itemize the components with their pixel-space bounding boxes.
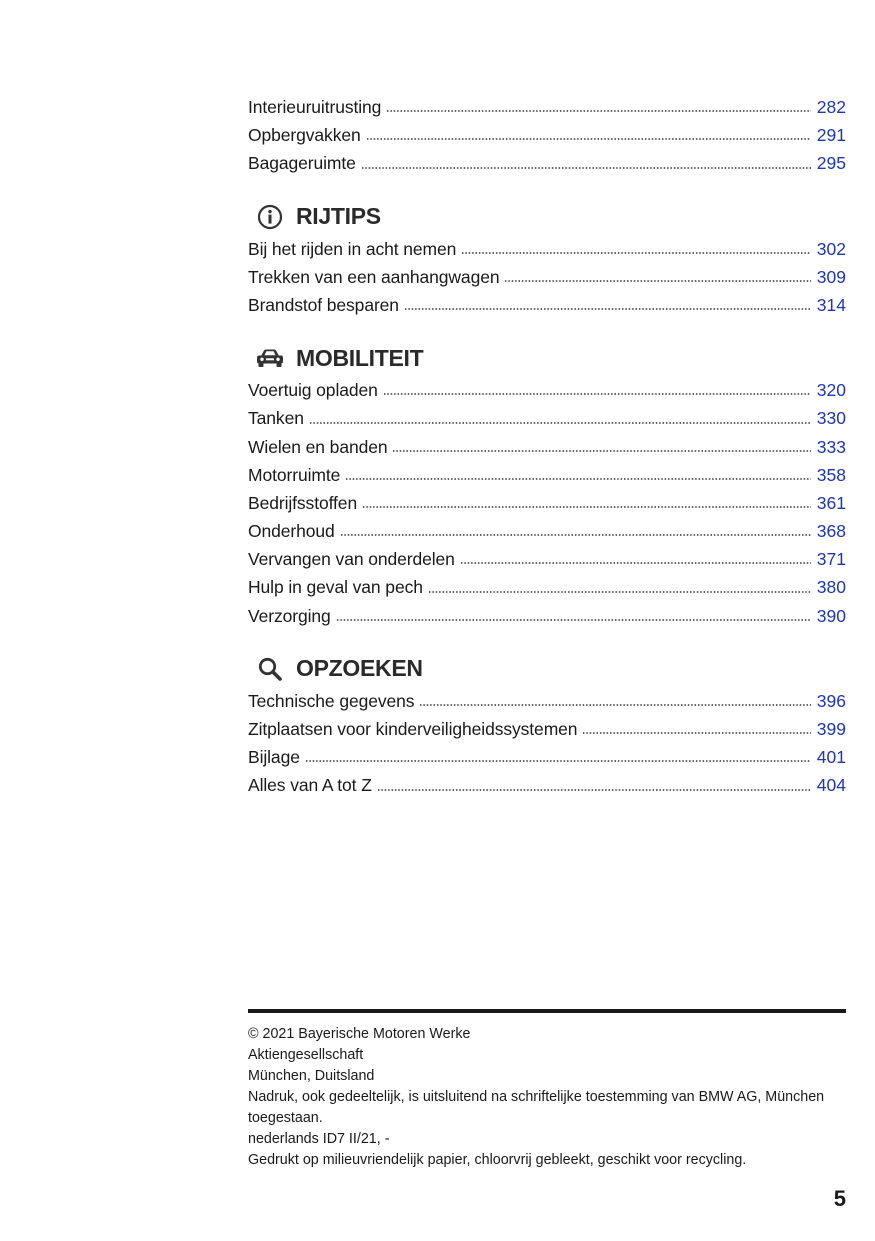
toc-entry[interactable]: [248, 743, 846, 771]
leader-dots: [582, 731, 810, 735]
toc-entry[interactable]: [248, 517, 846, 545]
toc-entry-label: Bedrijfsstoffen: [248, 492, 358, 513]
toc-page-link[interactable]: 282: [816, 97, 846, 117]
toc-entry[interactable]: [248, 235, 846, 263]
toc-entry[interactable]: [248, 573, 846, 601]
toc-entry-label: Motorruimte: [248, 464, 341, 485]
toc-entry-label: Trekken van een aanhangwagen: [248, 266, 500, 287]
leader-dots: [366, 137, 811, 141]
toc-page-link[interactable]: 371: [816, 549, 846, 570]
search-icon: [252, 655, 288, 683]
toc-page-link[interactable]: 404: [816, 775, 846, 796]
footer-line: Aktiengesellschaft: [248, 1047, 364, 1063]
section-title: OPZOEKEN: [296, 655, 423, 682]
toc-list-continued: [248, 93, 846, 178]
leader-dots: [345, 477, 811, 481]
footer-divider: [248, 1009, 846, 1013]
leader-dots: [309, 421, 811, 425]
leader-dots: [362, 505, 811, 509]
leader-dots: [392, 449, 810, 453]
leader-dots: [461, 251, 811, 255]
toc-entry-label: Opbergvakken: [248, 125, 361, 146]
toc-page-link[interactable]: 390: [816, 605, 846, 626]
toc-page-link[interactable]: 320: [816, 380, 846, 401]
toc-page-link[interactable]: 361: [816, 492, 846, 513]
toc-entry[interactable]: [248, 93, 846, 121]
section-opzoeken: [248, 653, 846, 800]
leader-dots: [340, 533, 811, 537]
leader-dots: [361, 166, 811, 170]
footer-line: nederlands ID7 II/21, -: [248, 1131, 390, 1147]
toc-entry[interactable]: [248, 461, 846, 489]
toc-page-link[interactable]: 333: [816, 436, 846, 457]
info-icon: [252, 203, 288, 231]
toc-entry[interactable]: [248, 376, 846, 404]
leader-dots: [404, 307, 811, 311]
toc-entry-label: Voertuig opladen: [248, 380, 378, 401]
section-mobiliteit: [248, 342, 846, 630]
toc-entry-label: Bij het rijden in acht nemen: [248, 238, 457, 259]
toc-entry[interactable]: [248, 121, 846, 149]
leader-dots: [386, 109, 810, 113]
footer-line: München, Duitsland: [248, 1068, 375, 1084]
toc-entry[interactable]: [248, 602, 846, 630]
page-number: 5: [833, 1186, 846, 1211]
toc-entry[interactable]: [248, 291, 846, 319]
toc-entry-label: Vervangen van onderdelen: [248, 549, 455, 570]
toc-entry[interactable]: [248, 771, 846, 799]
leader-dots: [419, 703, 810, 707]
toc-page-link[interactable]: 368: [816, 521, 846, 542]
section-heading: [248, 342, 846, 374]
section-rijtips: [248, 201, 846, 320]
toc-entry-label: Bagageruimte: [248, 153, 356, 174]
toc-entry[interactable]: [248, 404, 846, 432]
leader-dots: [336, 618, 811, 622]
toc-entry[interactable]: [248, 263, 846, 291]
imprint-footer: [248, 1024, 848, 1171]
footer-line: Nadruk, ook gedeeltelijk, is uitsluitend na schriftelijke toestemming van BMW AG, München toegestaan.: [248, 1089, 825, 1126]
toc-entry-label: Brandstof besparen: [248, 294, 399, 315]
toc-entry-label: Hulp in geval van pech: [248, 577, 423, 598]
toc-page-link[interactable]: 401: [816, 747, 846, 768]
toc-page-link[interactable]: 358: [816, 464, 846, 485]
toc-entry[interactable]: [248, 149, 846, 177]
section-title: MOBILITEIT: [296, 344, 424, 371]
toc-entry-label: Wielen en banden: [248, 436, 388, 457]
leader-dots: [460, 561, 811, 565]
toc-entry-label: Tanken: [248, 408, 304, 429]
toc-page-link[interactable]: 330: [816, 408, 846, 429]
toc-page-link[interactable]: 380: [816, 577, 846, 598]
footer-line: © 2021 Bayerische Motoren Werke: [248, 1026, 471, 1042]
leader-dots: [377, 788, 811, 792]
leader-dots: [383, 392, 811, 396]
leader-dots: [504, 279, 810, 283]
table-of-contents: [248, 93, 846, 800]
toc-entry[interactable]: [248, 715, 846, 743]
toc-entry[interactable]: [248, 687, 846, 715]
section-heading: [248, 201, 846, 233]
toc-entry[interactable]: [248, 545, 846, 573]
toc-page-link[interactable]: 291: [816, 125, 846, 146]
toc-page-link[interactable]: 309: [816, 266, 846, 287]
leader-dots: [305, 759, 811, 763]
toc-entry-label: Zitplaatsen voor kinderveiligheidssystemen: [248, 719, 578, 739]
section-heading: [248, 653, 846, 685]
toc-entry[interactable]: [248, 433, 846, 461]
toc-page-link[interactable]: 314: [816, 294, 846, 315]
toc-page-link[interactable]: 302: [816, 238, 846, 259]
toc-entry-label: Onderhoud: [248, 521, 335, 542]
toc-page-link[interactable]: 295: [816, 153, 846, 174]
toc-entry[interactable]: [248, 489, 846, 517]
toc-entry-label: Interieuruitrusting: [248, 97, 382, 117]
section-title: RIJTIPS: [296, 203, 381, 230]
toc-page-link[interactable]: 399: [816, 719, 846, 739]
car-icon: [252, 344, 288, 372]
footer-line: Gedrukt op milieuvriendelijk papier, chloorvrij gebleekt, geschikt voor recycling.: [248, 1152, 747, 1168]
toc-entry-label: Bijlage: [248, 747, 300, 768]
toc-entry-label: Technische gegevens: [248, 690, 415, 711]
toc-entry-label: Alles van A tot Z: [248, 775, 372, 796]
toc-entry-label: Verzorging: [248, 605, 331, 626]
leader-dots: [428, 590, 811, 594]
toc-page-link[interactable]: 396: [816, 690, 846, 711]
